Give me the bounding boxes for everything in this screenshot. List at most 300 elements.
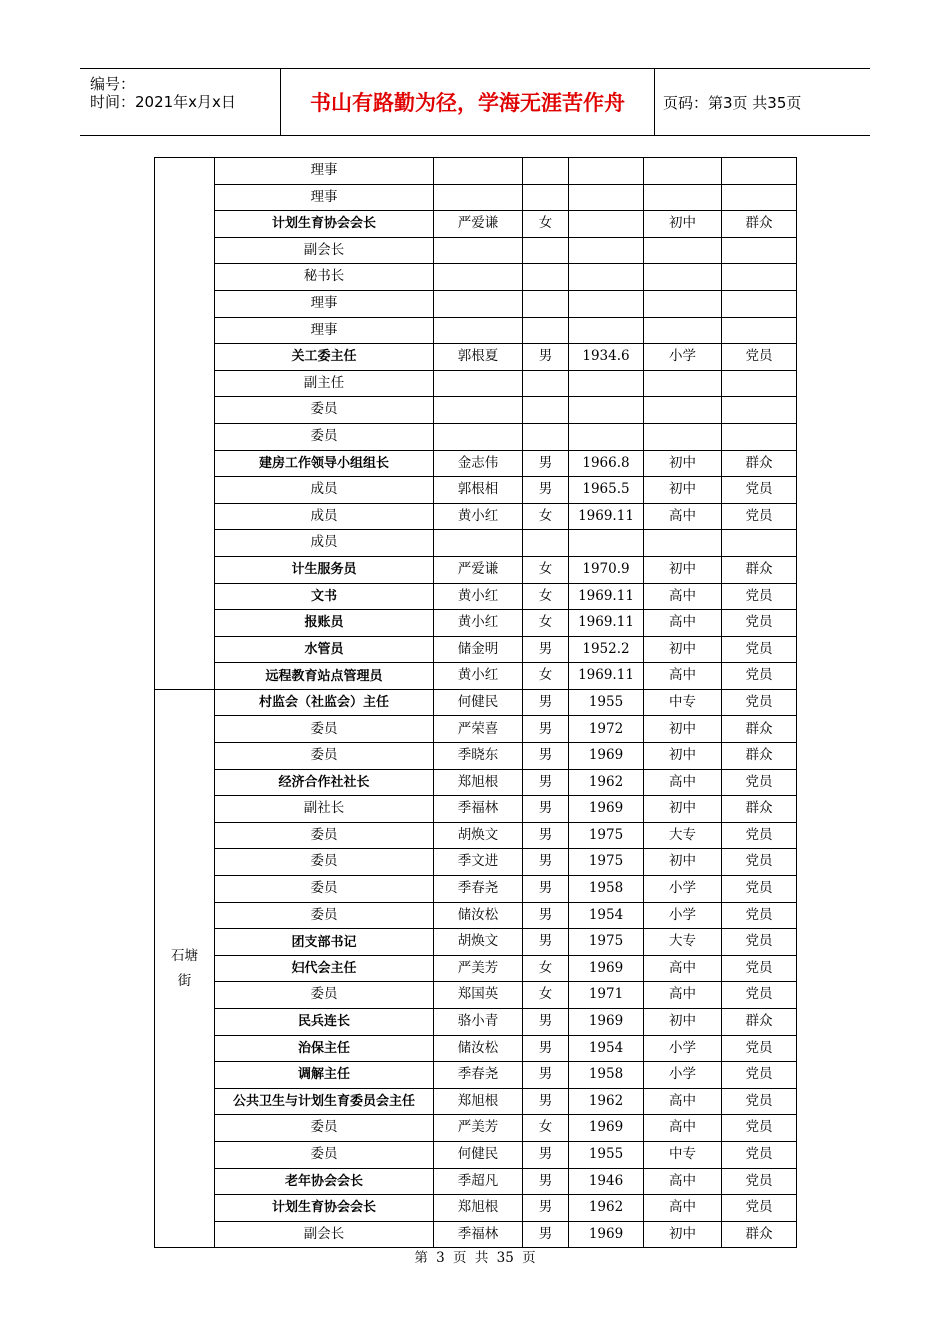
table-row — [155, 902, 797, 929]
gender-cell — [523, 423, 569, 450]
position-cell: 老年协会会长 — [215, 1168, 434, 1195]
birth-date-cell — [569, 184, 644, 211]
gender-cell: 男 — [523, 477, 569, 504]
education-cell: 小学 — [644, 1035, 722, 1062]
education-cell: 中专 — [644, 1141, 722, 1168]
birth-date-cell — [569, 423, 644, 450]
political-status-cell: 党员 — [722, 663, 797, 690]
birth-date-cell: 1975 — [569, 929, 644, 956]
education-cell: 高中 — [644, 663, 722, 690]
person-name-cell: 黄小红 — [434, 583, 523, 610]
gender-cell: 男 — [523, 450, 569, 477]
gender-cell: 女 — [523, 663, 569, 690]
education-cell: 小学 — [644, 902, 722, 929]
table-row — [155, 1168, 797, 1195]
education-cell — [644, 423, 722, 450]
table-row — [155, 689, 797, 716]
gender-cell: 男 — [523, 822, 569, 849]
political-status-cell: 党员 — [722, 344, 797, 371]
birth-date-cell: 1969 — [569, 796, 644, 823]
birth-date-cell: 1965.5 — [569, 477, 644, 504]
roster-table — [154, 157, 797, 1248]
political-status-cell — [722, 158, 797, 185]
position-cell: 委员 — [215, 716, 434, 743]
table-row — [155, 1115, 797, 1142]
birth-date-cell — [569, 158, 644, 185]
birth-date-cell — [569, 211, 644, 238]
table-row — [155, 477, 797, 504]
education-cell: 初中 — [644, 1009, 722, 1036]
group-name-cell — [155, 158, 215, 690]
position-cell: 治保主任 — [215, 1035, 434, 1062]
position-cell: 成员 — [215, 477, 434, 504]
table-row — [155, 1035, 797, 1062]
gender-cell — [523, 530, 569, 557]
position-cell: 建房工作领导小组组长 — [215, 450, 434, 477]
person-name-cell: 严美芳 — [434, 1115, 523, 1142]
position-cell: 理事 — [215, 290, 434, 317]
birth-date-cell: 1970.9 — [569, 556, 644, 583]
table-row — [155, 982, 797, 1009]
gender-cell: 男 — [523, 769, 569, 796]
birth-date-cell — [569, 264, 644, 291]
education-cell: 高中 — [644, 955, 722, 982]
table-row — [155, 876, 797, 903]
person-name-cell: 郭根夏 — [434, 344, 523, 371]
position-cell: 妇代会主任 — [215, 955, 434, 982]
position-cell: 远程教育站点管理员 — [215, 663, 434, 690]
political-status-cell: 党员 — [722, 610, 797, 637]
gender-cell: 男 — [523, 344, 569, 371]
person-name-cell: 骆小青 — [434, 1009, 523, 1036]
header-page-info: 页码：第3页 共35页 — [663, 93, 802, 112]
gender-cell: 男 — [523, 1062, 569, 1089]
education-cell: 初中 — [644, 477, 722, 504]
table-row — [155, 423, 797, 450]
person-name-cell — [434, 264, 523, 291]
gender-cell: 男 — [523, 1195, 569, 1222]
political-status-cell: 群众 — [722, 211, 797, 238]
political-status-cell: 党员 — [722, 955, 797, 982]
gender-cell: 男 — [523, 849, 569, 876]
header-meta-cell — [80, 69, 281, 135]
education-cell: 高中 — [644, 1115, 722, 1142]
education-cell: 高中 — [644, 769, 722, 796]
gender-cell: 男 — [523, 743, 569, 770]
position-cell: 公共卫生与计划生育委员会主任 — [215, 1088, 434, 1115]
birth-date-cell: 1969 — [569, 1221, 644, 1248]
birth-date-cell: 1975 — [569, 849, 644, 876]
political-status-cell: 党员 — [722, 822, 797, 849]
table-row — [155, 822, 797, 849]
education-cell: 高中 — [644, 503, 722, 530]
political-status-cell — [722, 184, 797, 211]
political-status-cell: 群众 — [722, 796, 797, 823]
position-cell: 委员 — [215, 849, 434, 876]
birth-date-cell: 1962 — [569, 1088, 644, 1115]
page-header — [80, 68, 870, 136]
education-cell — [644, 264, 722, 291]
education-cell: 小学 — [644, 344, 722, 371]
person-name-cell — [434, 370, 523, 397]
education-cell: 高中 — [644, 610, 722, 637]
person-name-cell: 何健民 — [434, 689, 523, 716]
education-cell — [644, 530, 722, 557]
education-cell: 高中 — [644, 1168, 722, 1195]
table-row — [155, 237, 797, 264]
table-row — [155, 636, 797, 663]
education-cell: 初中 — [644, 556, 722, 583]
education-cell — [644, 184, 722, 211]
table-row — [155, 929, 797, 956]
education-cell: 高中 — [644, 982, 722, 1009]
person-name-cell — [434, 317, 523, 344]
position-cell: 经济合作社社长 — [215, 769, 434, 796]
gender-cell: 男 — [523, 796, 569, 823]
person-name-cell: 季晓东 — [434, 743, 523, 770]
education-cell: 中专 — [644, 689, 722, 716]
birth-date-cell: 1969.11 — [569, 663, 644, 690]
political-status-cell — [722, 317, 797, 344]
education-cell: 大专 — [644, 929, 722, 956]
person-name-cell: 季福林 — [434, 1221, 523, 1248]
group-name-cell — [155, 689, 215, 1247]
person-name-cell: 季文进 — [434, 849, 523, 876]
political-status-cell: 党员 — [722, 1088, 797, 1115]
position-cell: 委员 — [215, 822, 434, 849]
education-cell — [644, 237, 722, 264]
birth-date-cell: 1971 — [569, 982, 644, 1009]
gender-cell: 男 — [523, 876, 569, 903]
table-row — [155, 370, 797, 397]
person-name-cell — [434, 184, 523, 211]
political-status-cell: 党员 — [722, 1062, 797, 1089]
gender-cell: 女 — [523, 583, 569, 610]
person-name-cell: 季超凡 — [434, 1168, 523, 1195]
position-cell: 副社长 — [215, 796, 434, 823]
header-motto-cell — [281, 69, 655, 135]
political-status-cell: 群众 — [722, 556, 797, 583]
political-status-cell: 党员 — [722, 982, 797, 1009]
group-name-line: 街 — [177, 972, 192, 989]
person-name-cell — [434, 290, 523, 317]
table-row — [155, 769, 797, 796]
page-footer: 第 3 页 共 35 页 — [414, 1250, 536, 1266]
political-status-cell: 党员 — [722, 1168, 797, 1195]
position-cell: 副主任 — [215, 370, 434, 397]
position-cell: 计划生育协会会长 — [215, 211, 434, 238]
position-cell: 委员 — [215, 743, 434, 770]
birth-date-cell: 1954 — [569, 902, 644, 929]
person-name-cell — [434, 237, 523, 264]
education-cell: 初中 — [644, 636, 722, 663]
gender-cell: 男 — [523, 716, 569, 743]
education-cell — [644, 317, 722, 344]
political-status-cell: 党员 — [722, 636, 797, 663]
roster-body — [155, 158, 797, 1248]
gender-cell: 男 — [523, 1168, 569, 1195]
table-row — [155, 1141, 797, 1168]
position-cell: 委员 — [215, 397, 434, 424]
person-name-cell: 郑国英 — [434, 982, 523, 1009]
table-row — [155, 211, 797, 238]
gender-cell — [523, 264, 569, 291]
birth-date-cell: 1969 — [569, 1115, 644, 1142]
table-row — [155, 1195, 797, 1222]
person-name-cell — [434, 423, 523, 450]
table-row — [155, 184, 797, 211]
gender-cell — [523, 237, 569, 264]
gender-cell: 女 — [523, 955, 569, 982]
position-cell: 委员 — [215, 1141, 434, 1168]
table-row — [155, 264, 797, 291]
person-name-cell: 严美芳 — [434, 955, 523, 982]
gender-cell: 女 — [523, 211, 569, 238]
birth-date-cell: 1972 — [569, 716, 644, 743]
person-name-cell: 储汝松 — [434, 1035, 523, 1062]
political-status-cell: 群众 — [722, 716, 797, 743]
gender-cell — [523, 397, 569, 424]
person-name-cell: 季春尧 — [434, 1062, 523, 1089]
position-cell: 成员 — [215, 503, 434, 530]
political-status-cell — [722, 423, 797, 450]
table-row — [155, 583, 797, 610]
table-row — [155, 1088, 797, 1115]
table-row — [155, 1062, 797, 1089]
table-row — [155, 158, 797, 185]
person-name-cell: 郑旭根 — [434, 769, 523, 796]
education-cell: 初中 — [644, 211, 722, 238]
table-row — [155, 716, 797, 743]
political-status-cell: 党员 — [722, 876, 797, 903]
political-status-cell: 党员 — [722, 1195, 797, 1222]
table-row — [155, 530, 797, 557]
table-row — [155, 955, 797, 982]
gender-cell — [523, 370, 569, 397]
person-name-cell: 胡焕文 — [434, 929, 523, 956]
gender-cell: 男 — [523, 689, 569, 716]
gender-cell: 男 — [523, 902, 569, 929]
gender-cell: 女 — [523, 556, 569, 583]
political-status-cell — [722, 237, 797, 264]
position-cell: 委员 — [215, 982, 434, 1009]
education-cell — [644, 158, 722, 185]
table-row — [155, 556, 797, 583]
table-row — [155, 663, 797, 690]
birth-date-cell: 1955 — [569, 1141, 644, 1168]
position-cell: 村监会（社监会）主任 — [215, 689, 434, 716]
gender-cell — [523, 184, 569, 211]
birth-date-cell: 1955 — [569, 689, 644, 716]
birth-date-cell: 1969 — [569, 1009, 644, 1036]
birth-date-cell: 1966.8 — [569, 450, 644, 477]
person-name-cell: 郑旭根 — [434, 1088, 523, 1115]
birth-date-cell: 1954 — [569, 1035, 644, 1062]
birth-date-cell: 1969 — [569, 743, 644, 770]
person-name-cell: 胡焕文 — [434, 822, 523, 849]
political-status-cell: 党员 — [722, 503, 797, 530]
birth-date-cell: 1969.11 — [569, 610, 644, 637]
position-cell: 委员 — [215, 1115, 434, 1142]
position-cell: 文书 — [215, 583, 434, 610]
position-cell: 团支部书记 — [215, 929, 434, 956]
table-row — [155, 610, 797, 637]
education-cell: 小学 — [644, 1062, 722, 1089]
birth-date-cell: 1958 — [569, 1062, 644, 1089]
gender-cell: 男 — [523, 1088, 569, 1115]
political-status-cell: 党员 — [722, 1141, 797, 1168]
political-status-cell: 党员 — [722, 477, 797, 504]
birth-date-cell — [569, 237, 644, 264]
group-name-line: 石塘 — [171, 947, 198, 964]
person-name-cell: 何健民 — [434, 1141, 523, 1168]
table-row — [155, 1009, 797, 1036]
political-status-cell: 群众 — [722, 450, 797, 477]
position-cell: 关工委主任 — [215, 344, 434, 371]
position-cell: 委员 — [215, 423, 434, 450]
table-row — [155, 450, 797, 477]
birth-date-cell — [569, 290, 644, 317]
table-row — [155, 743, 797, 770]
position-cell: 副会长 — [215, 237, 434, 264]
political-status-cell — [722, 264, 797, 291]
birth-date-cell — [569, 370, 644, 397]
time-label: 时间：2021年x月x日 — [90, 93, 236, 111]
position-cell: 报账员 — [215, 610, 434, 637]
person-name-cell: 严荣喜 — [434, 716, 523, 743]
position-cell: 理事 — [215, 158, 434, 185]
birth-date-cell: 1969.11 — [569, 503, 644, 530]
education-cell — [644, 370, 722, 397]
political-status-cell — [722, 530, 797, 557]
gender-cell: 男 — [523, 929, 569, 956]
serial-label: 编号： — [90, 75, 136, 93]
person-name-cell: 季春尧 — [434, 876, 523, 903]
birth-date-cell: 1962 — [569, 1195, 644, 1222]
position-cell: 计生服务员 — [215, 556, 434, 583]
birth-date-cell: 1958 — [569, 876, 644, 903]
position-cell: 成员 — [215, 530, 434, 557]
gender-cell: 男 — [523, 636, 569, 663]
gender-cell: 男 — [523, 1035, 569, 1062]
political-status-cell: 党员 — [722, 1035, 797, 1062]
education-cell — [644, 290, 722, 317]
birth-date-cell: 1934.6 — [569, 344, 644, 371]
table-row — [155, 503, 797, 530]
person-name-cell — [434, 530, 523, 557]
person-name-cell: 季福林 — [434, 796, 523, 823]
birth-date-cell: 1962 — [569, 769, 644, 796]
table-row — [155, 796, 797, 823]
education-cell: 高中 — [644, 583, 722, 610]
education-cell: 高中 — [644, 1195, 722, 1222]
table-row — [155, 317, 797, 344]
political-status-cell: 党员 — [722, 849, 797, 876]
position-cell: 理事 — [215, 317, 434, 344]
person-name-cell: 储金明 — [434, 636, 523, 663]
position-cell: 委员 — [215, 902, 434, 929]
motto-text: 书山有路勤为径，学海无涯苦作舟 — [310, 91, 625, 115]
birth-date-cell — [569, 317, 644, 344]
political-status-cell: 党员 — [722, 769, 797, 796]
birth-date-cell: 1952.2 — [569, 636, 644, 663]
political-status-cell: 群众 — [722, 743, 797, 770]
political-status-cell — [722, 290, 797, 317]
political-status-cell: 党员 — [722, 929, 797, 956]
position-cell: 秘书长 — [215, 264, 434, 291]
education-cell: 初中 — [644, 716, 722, 743]
education-cell: 大专 — [644, 822, 722, 849]
gender-cell: 女 — [523, 610, 569, 637]
political-status-cell: 党员 — [722, 689, 797, 716]
person-name-cell: 严爱谦 — [434, 211, 523, 238]
birth-date-cell — [569, 397, 644, 424]
position-cell: 计划生育协会会长 — [215, 1195, 434, 1222]
gender-cell: 女 — [523, 982, 569, 1009]
political-status-cell — [722, 370, 797, 397]
birth-date-cell: 1946 — [569, 1168, 644, 1195]
political-status-cell: 党员 — [722, 902, 797, 929]
birth-date-cell — [569, 530, 644, 557]
education-cell: 小学 — [644, 876, 722, 903]
position-cell: 副会长 — [215, 1221, 434, 1248]
person-name-cell — [434, 158, 523, 185]
education-cell — [644, 397, 722, 424]
person-name-cell: 黄小红 — [434, 503, 523, 530]
birth-date-cell: 1975 — [569, 822, 644, 849]
gender-cell: 男 — [523, 1221, 569, 1248]
education-cell: 初中 — [644, 743, 722, 770]
position-cell: 调解主任 — [215, 1062, 434, 1089]
table-row — [155, 1221, 797, 1248]
education-cell: 初中 — [644, 1221, 722, 1248]
table-row — [155, 397, 797, 424]
political-status-cell: 党员 — [722, 1115, 797, 1142]
person-name-cell: 黄小红 — [434, 663, 523, 690]
position-cell: 理事 — [215, 184, 434, 211]
position-cell: 委员 — [215, 876, 434, 903]
education-cell: 高中 — [644, 1088, 722, 1115]
position-cell: 民兵连长 — [215, 1009, 434, 1036]
gender-cell — [523, 158, 569, 185]
education-cell: 初中 — [644, 450, 722, 477]
gender-cell: 女 — [523, 1115, 569, 1142]
education-cell: 初中 — [644, 849, 722, 876]
person-name-cell: 郑旭根 — [434, 1195, 523, 1222]
person-name-cell: 严爱谦 — [434, 556, 523, 583]
table-row — [155, 344, 797, 371]
person-name-cell: 储汝松 — [434, 902, 523, 929]
birth-date-cell: 1969.11 — [569, 583, 644, 610]
gender-cell — [523, 290, 569, 317]
gender-cell: 男 — [523, 1009, 569, 1036]
table-row — [155, 290, 797, 317]
birth-date-cell: 1969 — [569, 955, 644, 982]
person-name-cell: 黄小红 — [434, 610, 523, 637]
education-cell: 初中 — [644, 796, 722, 823]
political-status-cell — [722, 397, 797, 424]
political-status-cell: 群众 — [722, 1009, 797, 1036]
gender-cell: 男 — [523, 1141, 569, 1168]
gender-cell — [523, 317, 569, 344]
position-cell: 水管员 — [215, 636, 434, 663]
person-name-cell — [434, 397, 523, 424]
gender-cell: 女 — [523, 503, 569, 530]
political-status-cell: 群众 — [722, 1221, 797, 1248]
person-name-cell: 郭根相 — [434, 477, 523, 504]
person-name-cell: 金志伟 — [434, 450, 523, 477]
political-status-cell: 党员 — [722, 583, 797, 610]
